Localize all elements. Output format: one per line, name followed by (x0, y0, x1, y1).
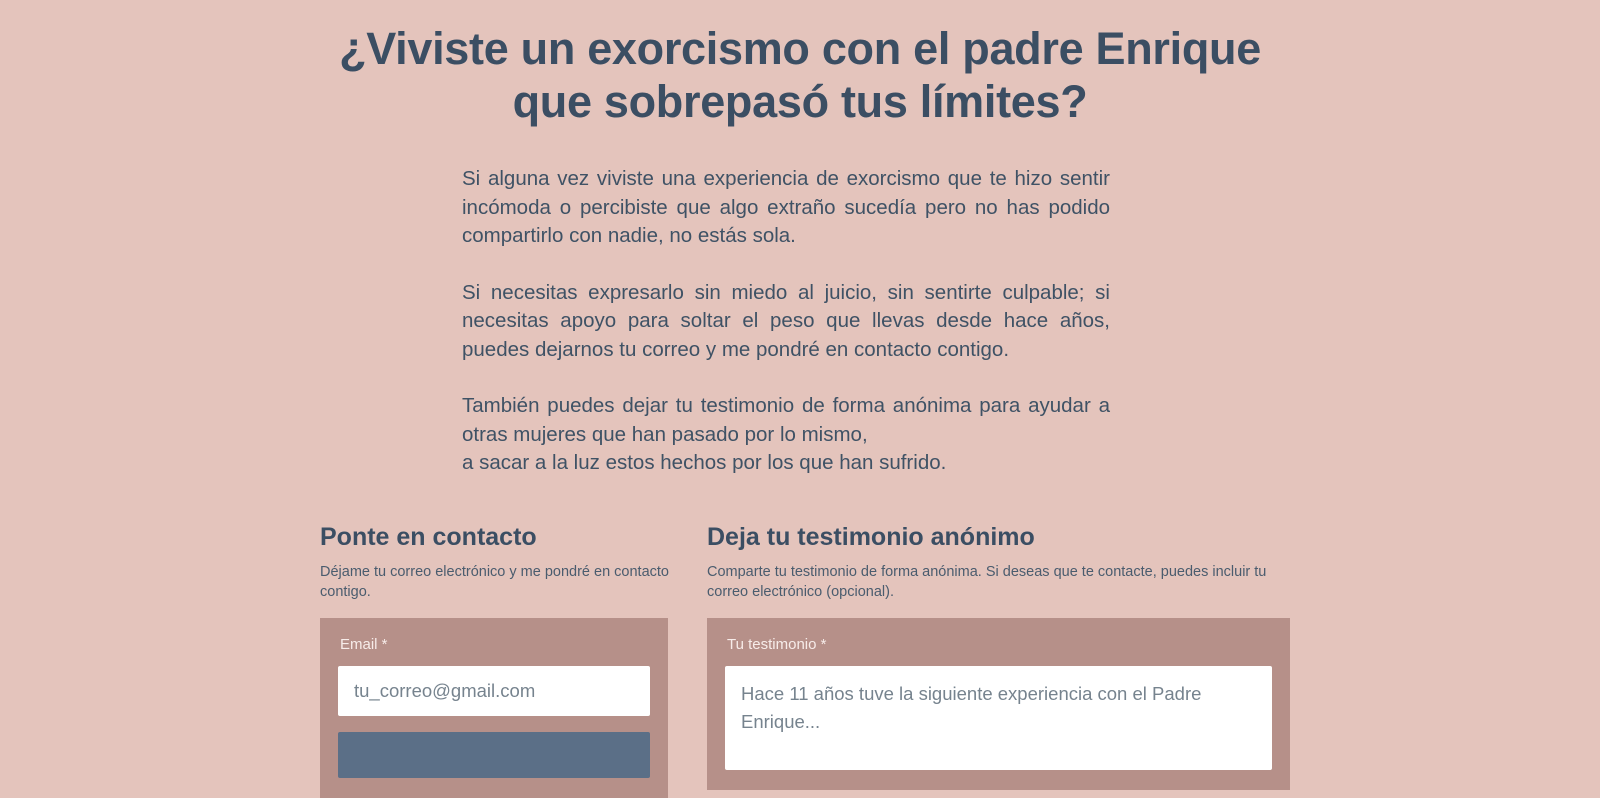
page-title (0, 0, 1600, 128)
contact-form-subtitle: Déjame tu correo electrónico y me pondré en contacto contigo. (320, 563, 669, 600)
testimony-column (707, 524, 1302, 798)
intro-paragraph-3-part-2: a sacar a la luz estos hechos por los que han sufrido. (462, 451, 947, 474)
intro-paragraph-3 (462, 392, 1110, 478)
intro-paragraph-3-part-1: También puedes dejar tu testimonio de forma anónima para ayudar a otras mujeres que han pasado por lo mismo, (462, 394, 1110, 446)
intro-paragraph-2: Si necesitas expresarlo sin miedo al juicio, sin sentirte culpable; si necesitas apoyo para soltar el peso que llevas desde hace años, puedes dejarnos tu correo y me pondré en contacto contigo. (462, 280, 1110, 361)
page-title-line-1: ¿Viviste un exorcismo con el padre Enrique (339, 23, 1261, 74)
testimony-field-label: Tu testimonio * (727, 635, 827, 653)
testimony-form-subtitle: Comparte tu testimonio de forma anónima. Si deseas que te contacte, puedes incluir tu correo electrónico (opcional). (707, 563, 1267, 600)
testimony-form-title: Deja tu testimonio anónimo (707, 523, 1035, 551)
intro-paragraph-1: Si alguna vez viviste una experiencia de exorcismo que te hizo sentir incómoda o percibiste que algo extraño sucedía pero no has podido compartirlo con nadie, no estás sola. (462, 167, 1110, 247)
forms-section (320, 524, 1320, 798)
contact-column (320, 524, 670, 798)
page-title-line-2: que sobrepasó tus límites? (512, 76, 1088, 128)
testimony-form-card (707, 618, 1290, 790)
contact-submit-button[interactable] (338, 732, 650, 778)
testimony-field[interactable] (725, 666, 1272, 770)
contact-form-title: Ponte en contacto (320, 523, 537, 551)
email-field-label: Email * (340, 635, 388, 653)
contact-form-card (320, 618, 668, 798)
intro-text (462, 165, 1110, 478)
email-field[interactable] (338, 666, 650, 716)
